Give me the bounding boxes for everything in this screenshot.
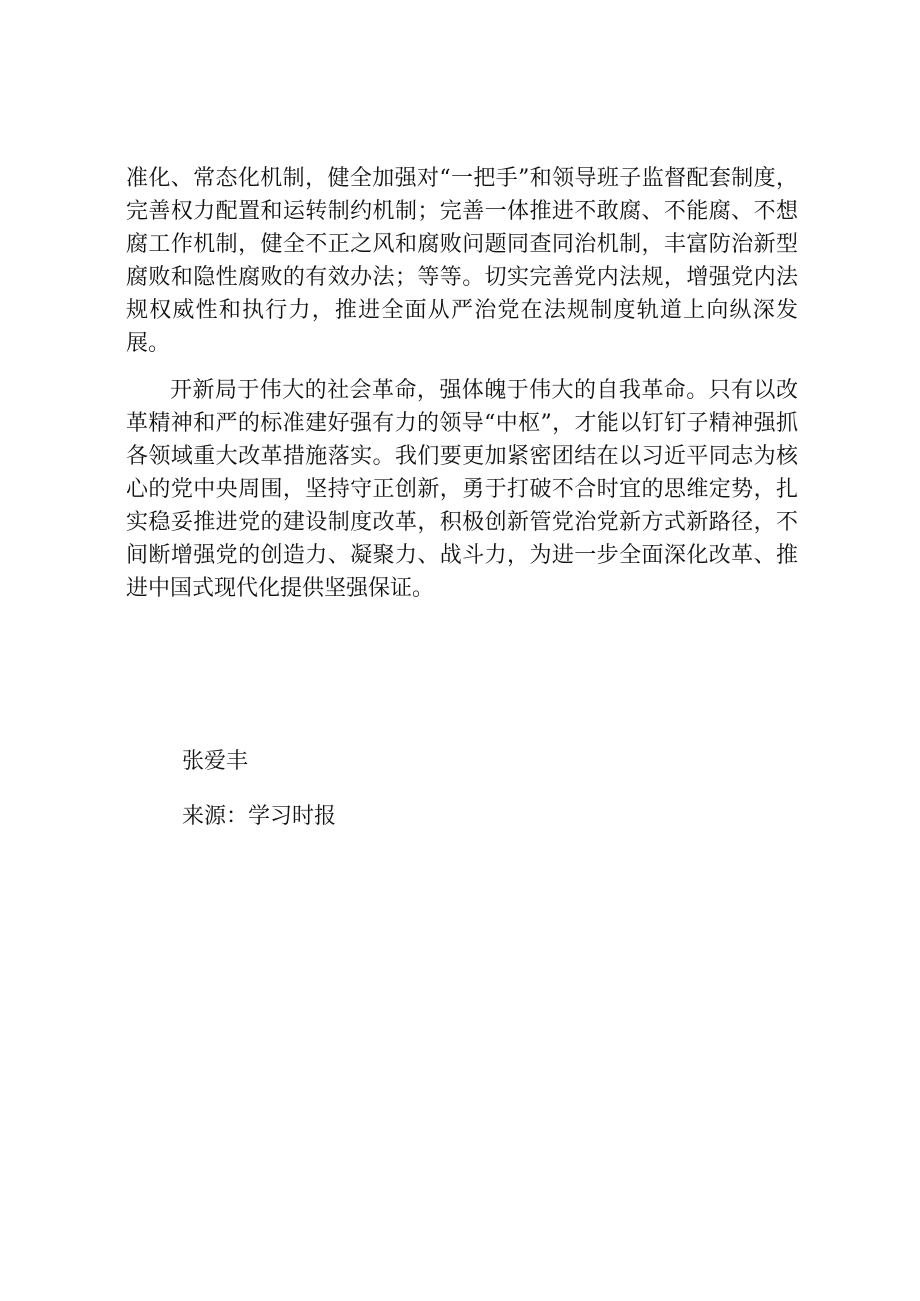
source-label: 来源： — [182, 804, 249, 829]
source-name: 学习时报 — [248, 804, 337, 829]
article-body — [126, 162, 798, 605]
author-name: 张爱丰 — [182, 749, 249, 774]
source-line — [182, 800, 336, 833]
paragraph-conclusion: 开新局于伟大的社会革命，强体魄于伟大的自我革命。只有以改革精神和严的标准建好强有力的领导“中枢”，才能以钉钉子精神强抓各领域重大改革措施落实。我们要更加紧密团结在以习近平同志为核心的党中央周围，坚持守正创新，勇于打破不合时宜的思维定势，扎实稳妥推进党的建设制度改革，积极创新管党治党新方式新路径，不间断增强党的创造力、凝聚力、战斗力，为进一步全面深化改革、推进中国式现代化提供坚强保证。 — [126, 378, 798, 601]
paragraph-continuation: 准化、常态化机制，健全加强对“一把手”和领导班子监督配套制度，完善权力配置和运转制约机制；完善一体推进不敢腐、不能腐、不想腐工作机制，健全不正之风和腐败问题同查同治机制，丰富防治新型腐败和隐性腐败的有效办法；等等。切实完善党内法规，增强党内法规权威性和执行力，推进全面从严治党在法规制度轨道上向纵深发展。 — [126, 166, 798, 356]
